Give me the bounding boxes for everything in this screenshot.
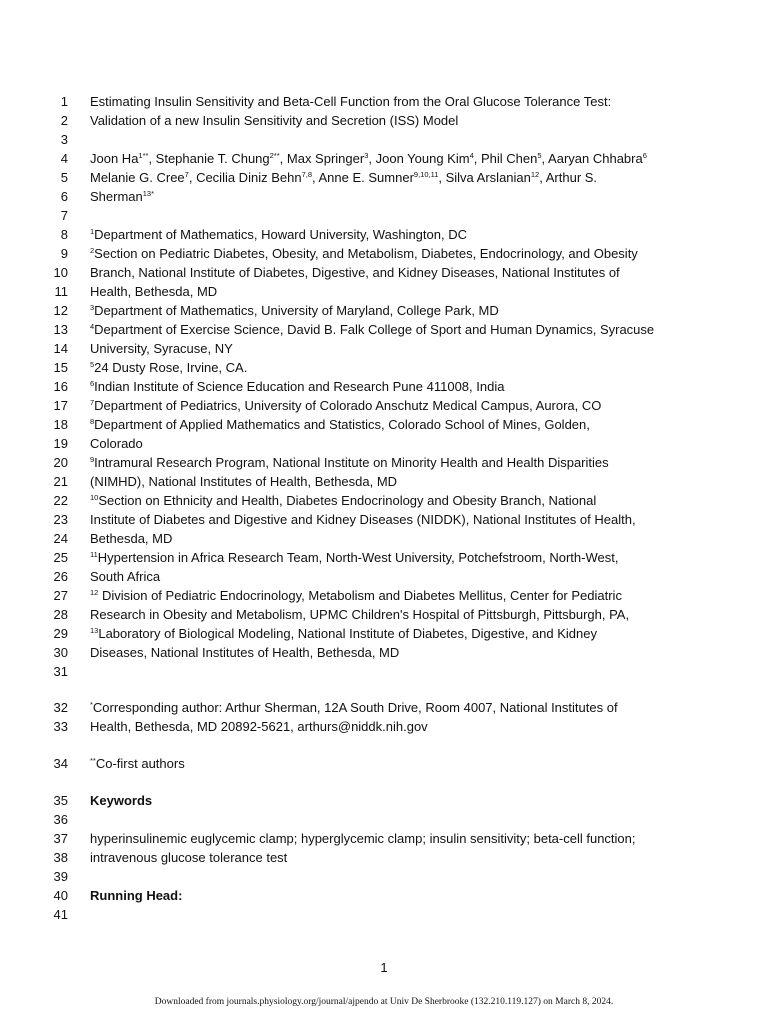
line-number: 17 <box>53 398 68 413</box>
affiliation-superscript: 8 <box>90 417 95 426</box>
corresponding-text: Health, Bethesda, MD 20892-5621, arthurs@niddk.nih.gov <box>90 719 428 734</box>
author-superscript: 12 <box>530 170 540 179</box>
line-number: 41 <box>53 907 68 922</box>
author-name: Stephanie T. Chung <box>155 151 270 166</box>
author-name: Aaryan Chhabra <box>548 151 643 166</box>
author-name: Sherman <box>90 189 143 204</box>
affiliation <box>90 379 504 395</box>
author-name: Silva Arslanian <box>445 170 531 185</box>
author-name: Melanie G. Cree <box>90 170 185 185</box>
line-number: 38 <box>53 850 68 865</box>
line-number: 7 <box>60 208 68 223</box>
affiliation-text: Department of Pediatrics, University of Colorado Anschutz Medical Campus, Aurora, CO <box>94 398 602 413</box>
author-superscript: 6 <box>642 151 647 160</box>
author-list: Joon $Ha^{1**}$, Stephanie T. Chung$^{2**}$, Max Springer$^3$, Joon Young Kim$^4$, Phil Chen$^5$, Aaryan Chhabra$^6$ <box>90 151 647 166</box>
keywords-text: hyperinsulinemic euglycemic clamp; hyperglycemic clamp; insulin sensitivity; beta-cell function; <box>90 831 636 846</box>
author-name: Arthur S. <box>545 170 598 185</box>
author-name: Cecilia Diniz Behn <box>196 170 302 185</box>
affiliation <box>90 398 601 414</box>
affiliation-text: Bethesda, MD <box>90 531 173 546</box>
paper-title-line: Validation of a new Insulin Sensitivity and Secretion (ISS) Model <box>90 113 459 128</box>
affiliation <box>90 455 609 471</box>
line-number: 27 <box>53 588 68 603</box>
corresponding-author <box>90 700 618 716</box>
line-number: 34 <box>53 756 68 771</box>
keywords-heading: Keywords <box>90 793 153 808</box>
line-number: 2 <box>60 113 68 128</box>
line-number: 5 <box>60 170 68 185</box>
affiliation-text: 24 Dusty Rose, Irvine, CA. <box>94 360 248 375</box>
co-first-note <box>90 756 185 772</box>
line-number: 20 <box>53 455 68 470</box>
affiliation-text: Health, Bethesda, MD <box>90 284 218 299</box>
line-number: 9 <box>60 246 68 261</box>
affiliation <box>90 360 247 376</box>
affiliation-text: (NIMHD), National Institutes of Health, Bethesda, MD <box>90 474 398 489</box>
line-number: 25 <box>53 550 68 565</box>
author-name: Joon Ha <box>90 151 139 166</box>
author-list <box>90 189 154 205</box>
affiliation-text: Department of Exercise Science, David B. Falk College of Sport and Human Dynamics, Syracuse <box>94 322 655 337</box>
corresponding-superscript: * <box>90 700 93 709</box>
affiliation-superscript: 10 <box>90 493 99 502</box>
affiliation-text: Hypertension in Africa Research Team, North-West University, Potchefstroom, North-West, <box>97 550 619 565</box>
download-footer: Downloaded from journals.physiology.org/journal/ajpendo at Univ De Sherbrooke (132.210.119.127) on March 8, 2024. <box>154 997 614 1007</box>
line-number: 15 <box>53 360 68 375</box>
affiliation-text: Branch, National Institute of Diabetes, Digestive, and Kidney Diseases, National Institutes of <box>90 265 620 280</box>
affiliation <box>90 588 622 604</box>
affiliation-text: Division of Pediatric Endocrinology, Metabolism and Diabetes Mellitus, Center for Pediatric <box>98 588 622 603</box>
affiliation-text: University, Syracuse, NY <box>90 341 233 356</box>
line-number: 11 <box>54 284 68 299</box>
line-number: 26 <box>53 569 68 584</box>
line-number: 1 <box>60 94 68 109</box>
author-list: Melanie G. Cree$^7$, Cecilia Diniz Behn$^{7,8}$, Anne E. Sumner$^{9,10,11}$, Silva Arslanian$^{12}$, Arthur S. <box>90 170 598 185</box>
affiliation-text: Department of Mathematics, University of Maryland, College Park, MD <box>94 303 499 318</box>
affiliation <box>90 227 467 243</box>
line-number: 6 <box>60 189 68 204</box>
line-number: 28 <box>53 607 68 622</box>
affiliation <box>90 322 654 338</box>
line-number: 8 <box>60 227 68 242</box>
line-number: 4 <box>60 151 68 166</box>
line-number: 32 <box>53 700 68 715</box>
line-number: 37 <box>53 831 68 846</box>
line-number: 19 <box>53 436 68 451</box>
line-number: 16 <box>53 379 68 394</box>
affiliation-superscript: 6 <box>90 379 95 388</box>
affiliation-superscript: 2 <box>90 246 95 255</box>
page-number: 1 <box>380 960 388 975</box>
affiliation-superscript: 13 <box>90 626 99 635</box>
line-number: 3 <box>60 132 68 147</box>
affiliation-text: Indian Institute of Science Education and Research Pune 411008, India <box>94 379 505 394</box>
affiliation-superscript: 3 <box>90 303 95 312</box>
affiliation-superscript: 7 <box>90 398 95 407</box>
affiliation-superscript: 12 <box>90 588 99 597</box>
affiliation-superscript: 11 <box>90 550 98 559</box>
line-number: 36 <box>53 812 68 827</box>
author-superscript: 5 <box>537 151 542 160</box>
line-number: 22 <box>53 493 68 508</box>
author-superscript: 1** <box>138 151 149 160</box>
affiliation <box>90 493 596 509</box>
affiliation-text: Research in Obesity and Metabolism, UPMC Children's Hospital of Pittsburgh, Pittsburgh, PA, <box>90 607 630 622</box>
line-number: 24 <box>53 531 68 546</box>
affiliation <box>90 626 597 642</box>
affiliation-text: Laboratory of Biological Modeling, National Institute of Diabetes, Digestive, and Kidney <box>98 626 597 641</box>
line-number: 39 <box>53 869 68 884</box>
affiliation-text: Section on Ethnicity and Health, Diabetes Endocrinology and Obesity Branch, National <box>98 493 597 508</box>
affiliation-text: South Africa <box>90 569 161 584</box>
line-number: 14 <box>53 341 68 356</box>
affiliation <box>90 303 499 319</box>
line-number: 12 <box>53 303 68 318</box>
author-superscript: 13* <box>142 189 155 198</box>
author-name: Phil Chen <box>480 151 538 166</box>
running-head-heading: Running Head: <box>90 888 183 903</box>
line-number: 29 <box>53 626 68 641</box>
affiliation-text: Intramural Research Program, National Institute on Minority Health and Health Disparities <box>94 455 609 470</box>
affiliation-text: Colorado <box>90 436 143 451</box>
affiliation <box>90 550 618 566</box>
line-number: 13 <box>53 322 68 337</box>
line-number: 40 <box>53 888 68 903</box>
affiliation-text: Department of Applied Mathematics and Statistics, Colorado School of Mines, Golden, <box>94 417 590 432</box>
line-number: 10 <box>53 265 68 280</box>
keywords-text: intravenous glucose tolerance test <box>90 850 288 865</box>
author-name: Max Springer <box>286 151 365 166</box>
affiliation-superscript: 9 <box>90 455 95 464</box>
line-number: 33 <box>53 719 68 734</box>
corresponding-text: Corresponding author: Arthur Sherman, 12A South Drive, Room 4007, National Institutes of <box>92 700 618 715</box>
affiliation <box>90 246 638 262</box>
co-first-superscript: ** <box>90 756 96 765</box>
affiliation-text: Department of Mathematics, Howard University, Washington, DC <box>94 227 467 242</box>
author-superscript: 2** <box>269 151 280 160</box>
affiliation-text: Section on Pediatric Diabetes, Obesity, and Metabolism, Diabetes, Endocrinology, and Obesity <box>94 246 638 261</box>
line-number: 30 <box>53 645 68 660</box>
affiliation-superscript: 5 <box>90 360 95 369</box>
line-number: 18 <box>53 417 68 432</box>
author-superscript: 7 <box>184 170 189 179</box>
author-name: Anne E. Sumner <box>318 170 414 185</box>
co-first-text: Co-first authors <box>95 756 185 771</box>
affiliation-text: Institute of Diabetes and Digestive and Kidney Diseases (NIDDK), National Institutes of Health, <box>90 512 636 527</box>
line-number: 31 <box>53 664 68 679</box>
affiliation-superscript: 4 <box>90 322 95 331</box>
author-superscript: 7,8 <box>301 170 312 179</box>
line-number: 23 <box>53 512 68 527</box>
affiliation-text: Diseases, National Institutes of Health, Bethesda, MD <box>90 645 400 660</box>
affiliation <box>90 417 590 433</box>
author-superscript: 9,10,11 <box>413 170 439 179</box>
paper-title-line: Estimating Insulin Sensitivity and Beta-Cell Function from the Oral Glucose Tolerance Test: <box>90 94 612 109</box>
line-number: 35 <box>53 793 68 808</box>
author-superscript: 3 <box>364 151 369 160</box>
author-name: Joon Young Kim <box>375 151 470 166</box>
affiliation-superscript: 1 <box>90 227 95 236</box>
line-number: 21 <box>53 474 68 489</box>
author-superscript: 4 <box>469 151 474 160</box>
